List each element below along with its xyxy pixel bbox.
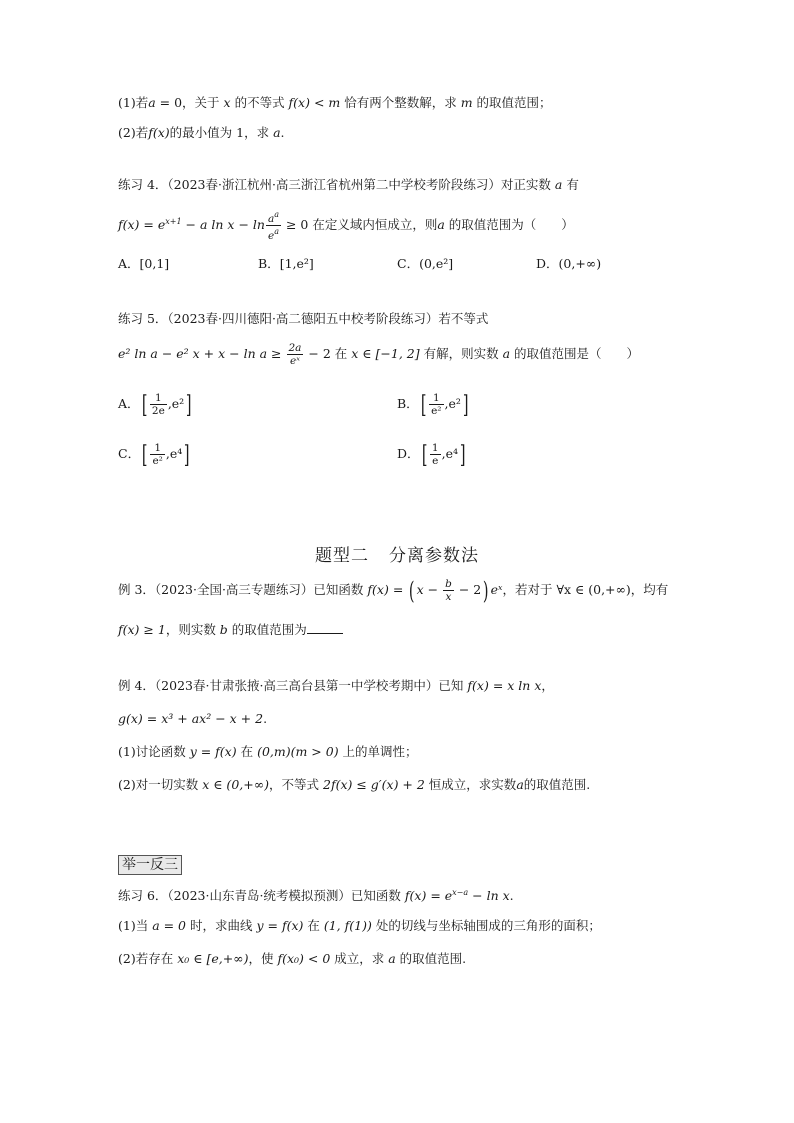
formula: f(x) = bbox=[367, 582, 408, 597]
den-base: e bbox=[267, 230, 275, 242]
fraction bbox=[150, 392, 167, 417]
text: 恰有两个整数解，求 bbox=[340, 95, 461, 110]
formula: f(x) = x ln x bbox=[467, 678, 542, 693]
option-right: ,e⁴ bbox=[441, 446, 458, 461]
var: b bbox=[219, 622, 228, 637]
text: ，不等式 bbox=[269, 777, 323, 792]
paren: ) bbox=[483, 576, 489, 605]
option-label: D． bbox=[536, 256, 559, 271]
example4-stem bbox=[118, 677, 554, 695]
prev-q1 bbox=[118, 94, 552, 112]
bracket: [ bbox=[141, 440, 148, 469]
num-exp: a bbox=[274, 210, 279, 219]
option-value: [0,1] bbox=[139, 256, 170, 271]
answer-blank bbox=[307, 621, 343, 634]
formula: g(x) = x³ + ax² − x + 2 bbox=[118, 711, 264, 726]
option-label: C． bbox=[397, 256, 420, 271]
text: 练习 6．（2023·山东青岛·统考模拟预测）已知函数 bbox=[118, 888, 405, 903]
formula: f(x) bbox=[148, 125, 170, 140]
bracket: ] bbox=[462, 390, 469, 419]
bracket: [ bbox=[421, 440, 428, 469]
text: . bbox=[509, 888, 514, 903]
example3-stem bbox=[118, 577, 668, 603]
numerator: 1 bbox=[150, 442, 164, 455]
text: 的取值范围. bbox=[395, 951, 467, 966]
bracket: ] bbox=[186, 390, 192, 419]
fraction bbox=[287, 342, 304, 367]
formula: f(x) = e bbox=[404, 888, 453, 903]
formula: − 2 bbox=[454, 582, 482, 597]
ex4-option-a bbox=[118, 255, 169, 273]
numerator: 1 bbox=[150, 392, 167, 405]
numerator: 1 bbox=[431, 442, 439, 454]
den-exp: a bbox=[274, 227, 279, 236]
option-right: ,e⁴ bbox=[165, 446, 183, 461]
var: x bbox=[223, 95, 231, 110]
ex5-option-c bbox=[118, 438, 192, 470]
ex4-stem bbox=[118, 176, 579, 194]
ex4-option-c bbox=[397, 255, 453, 273]
option-label: B． bbox=[397, 396, 419, 411]
ex4-option-b bbox=[258, 255, 314, 273]
formula: (1, f(1)) bbox=[323, 918, 372, 933]
text: 在 bbox=[236, 744, 258, 759]
formula: − 2 bbox=[304, 346, 331, 361]
text: 处的切线与坐标轴围成的三角形的面积； bbox=[371, 918, 601, 933]
text: (1)当 bbox=[118, 918, 153, 933]
option-right: ,e² bbox=[444, 396, 461, 411]
bracket: ] bbox=[184, 440, 190, 469]
formula: y = f(x) bbox=[256, 918, 304, 933]
formula: ≥ 0 bbox=[282, 217, 309, 232]
ex6-q2 bbox=[118, 950, 466, 968]
formula: − ln x bbox=[468, 888, 510, 903]
ex4-option-d bbox=[536, 255, 601, 273]
text: 的取值范围； bbox=[472, 95, 552, 110]
option-label: B． bbox=[258, 256, 280, 271]
fraction bbox=[429, 392, 443, 417]
text: ，若对于 ∀x ∈ (0,+∞)，均有 bbox=[502, 582, 669, 597]
text: 在定义域内恒成立，则 bbox=[308, 217, 438, 232]
var: a bbox=[516, 777, 524, 792]
var: a bbox=[437, 217, 445, 232]
formula: f(x₀) < 0 bbox=[277, 951, 331, 966]
denominator: 2e bbox=[151, 405, 165, 417]
text: 在 bbox=[330, 346, 352, 361]
text: 在 bbox=[303, 918, 324, 933]
option-label: A． bbox=[118, 256, 140, 271]
example4-q1 bbox=[118, 743, 418, 761]
denominator: x bbox=[445, 591, 452, 603]
formula: x − bbox=[416, 582, 443, 597]
text: (1)讨论函数 bbox=[118, 744, 190, 759]
option-label: C． bbox=[118, 446, 141, 461]
example4-q2 bbox=[118, 776, 590, 794]
text: (2)对一切实数 bbox=[118, 777, 203, 792]
section-type: 题型二 bbox=[315, 546, 369, 566]
var: a bbox=[273, 125, 281, 140]
text: 练习 4．（2023春·浙江杭州·高三浙江省杭州第二中学校考阶段练习）对正实数 bbox=[118, 177, 555, 192]
text: 的取值范围为 bbox=[227, 622, 307, 637]
fraction bbox=[266, 209, 281, 242]
text: . bbox=[263, 711, 268, 726]
var: a bbox=[502, 346, 511, 361]
numerator: 2a bbox=[288, 342, 302, 354]
text: 上的单调性； bbox=[338, 744, 418, 759]
formula: a = 0 bbox=[152, 918, 187, 933]
section-title: 分离参数法 bbox=[389, 546, 479, 566]
option-value: (0,e²] bbox=[419, 256, 454, 271]
section-heading bbox=[0, 541, 794, 566]
num-base: a bbox=[267, 213, 275, 225]
option-label: A． bbox=[118, 396, 140, 411]
text: 的取值范围. bbox=[523, 777, 591, 792]
formula: f(x) ≥ 1 bbox=[118, 622, 166, 637]
ex5-formula bbox=[118, 340, 639, 368]
formula: y = f(x) bbox=[189, 744, 237, 759]
denominator: eˣ bbox=[290, 355, 300, 367]
option-label: D． bbox=[397, 446, 420, 461]
text: 例 3．（2023·全国·高三专题练习）已知函数 bbox=[118, 582, 368, 597]
ex5-option-a bbox=[118, 388, 194, 420]
formula: x ∈ (0,+∞) bbox=[202, 777, 270, 792]
ex6-stem bbox=[118, 884, 514, 905]
formula: − a ln x − ln bbox=[181, 217, 265, 232]
numerator bbox=[266, 209, 281, 226]
denominator: e² bbox=[431, 405, 442, 417]
text: ， bbox=[541, 678, 554, 693]
fraction bbox=[150, 442, 164, 467]
text: (2)若 bbox=[118, 125, 149, 140]
exponent: x+1 bbox=[165, 217, 182, 226]
text: 练习 5．（2023春·四川德阳·高二德阳五中校考阶段练习）若不等式 bbox=[118, 311, 489, 326]
option-value: (0,+∞) bbox=[558, 256, 602, 271]
exponent: x−a bbox=[452, 888, 469, 897]
fraction bbox=[430, 442, 441, 467]
text: 成立，求 bbox=[330, 951, 389, 966]
formula: (0,m)(m > 0) bbox=[257, 744, 339, 759]
var: a bbox=[148, 95, 156, 110]
numerator: 1 bbox=[429, 392, 443, 405]
option-value: [1,e²] bbox=[279, 256, 314, 271]
var: a bbox=[554, 177, 563, 192]
text: 有解，则实数 bbox=[419, 346, 503, 361]
text: 恒成立，求实数 bbox=[424, 777, 517, 792]
ex5-stem bbox=[118, 310, 488, 328]
ex5-option-d bbox=[397, 438, 467, 470]
denominator bbox=[266, 226, 281, 242]
practice-badge: 举一反三 bbox=[118, 855, 182, 875]
formula: e² ln a − e² x + x − ln a ≥ bbox=[118, 346, 286, 361]
prev-q2 bbox=[118, 124, 285, 142]
text: 有 bbox=[562, 177, 579, 192]
example3-line2 bbox=[118, 621, 343, 639]
text: 时，求曲线 bbox=[186, 918, 257, 933]
bracket: [ bbox=[141, 390, 148, 419]
formula: f(x) = e bbox=[118, 217, 166, 232]
text: (1)若 bbox=[118, 95, 149, 110]
formula: x₀ ∈ [e,+∞) bbox=[177, 951, 249, 966]
bracket: ] bbox=[459, 440, 466, 469]
text: = 0，关于 bbox=[155, 95, 224, 110]
formula: x ∈ [−1, 2] bbox=[351, 346, 420, 361]
text: ，使 bbox=[248, 951, 278, 966]
text: 的不等式 bbox=[230, 95, 289, 110]
ex5-option-b bbox=[397, 388, 470, 420]
numerator: b bbox=[445, 578, 452, 590]
text: ，则实数 bbox=[165, 622, 220, 637]
text: 的最小值为 1，求 bbox=[169, 125, 274, 140]
denominator: e² bbox=[152, 455, 163, 467]
fraction bbox=[443, 578, 454, 603]
bracket: [ bbox=[420, 390, 427, 419]
ex4-formula bbox=[118, 209, 574, 242]
text: (2)若存在 bbox=[118, 951, 178, 966]
var: a bbox=[388, 951, 396, 966]
denominator: e bbox=[432, 455, 439, 467]
ex6-q1 bbox=[118, 917, 601, 935]
text: 的取值范围为（ ） bbox=[444, 217, 574, 232]
text: 的取值范围是（ ） bbox=[510, 346, 640, 361]
var: m bbox=[460, 95, 473, 110]
example4-g bbox=[118, 710, 267, 728]
text: 例 4．（2023春·甘肃张掖·高三高台县第一中学校考期中）已知 bbox=[118, 678, 468, 693]
text: . bbox=[280, 125, 285, 140]
formula: eˣ bbox=[490, 582, 503, 597]
option-right: ,e² bbox=[167, 396, 185, 411]
formula: f(x) < m bbox=[288, 95, 341, 110]
formula: 2f(x) ≤ g′(x) + 2 bbox=[323, 777, 425, 792]
paren: ( bbox=[409, 576, 415, 605]
